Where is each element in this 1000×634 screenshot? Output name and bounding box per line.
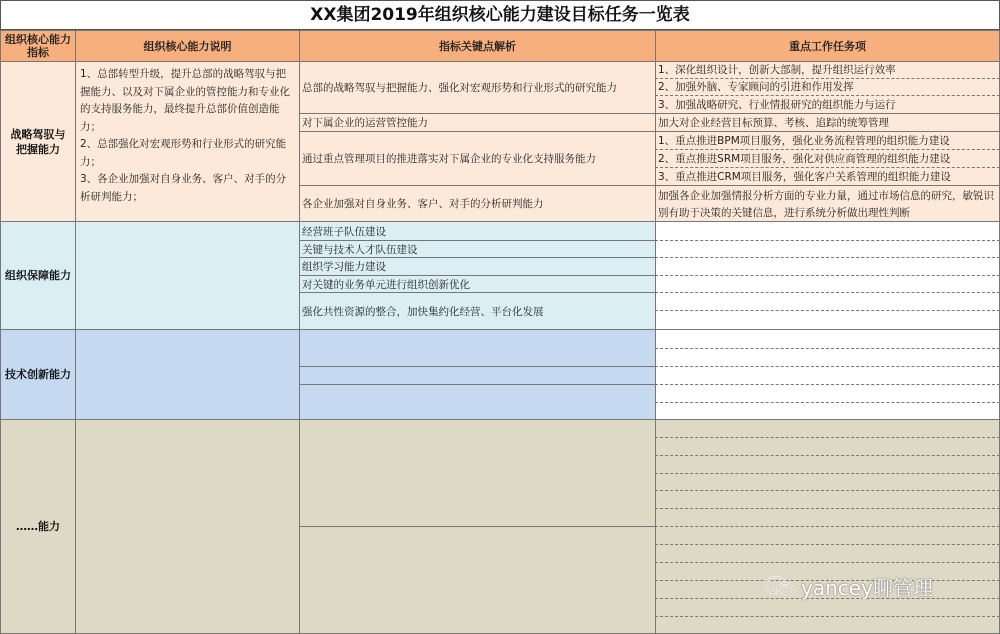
keypoint-row: 各企业加强对自身业务、客户、对手的分析研判能力 [302,198,544,210]
category-other: ……能力 [0,419,76,634]
strategic-description-cell [75,61,300,222]
task-row: 加大对企业经营目标预算、考核、追踪的统筹管理 [658,117,889,129]
task-row: 加强各企业加强情报分析方面的专业力量，通过市场信息的研究，敏锐识别有助于决策的关键信息，进行系统分析做出理性判断 [658,190,994,219]
header-keypoints: 指标关键点解析 [299,30,656,62]
keypoint-row: 强化共性资源的整合，加快集约化经营、平台化发展 [302,306,544,318]
header-description: 组织核心能力说明 [75,30,300,62]
keypoint-row: 对下属企业的运营管控能力 [302,117,428,129]
description-line: 2、总部强化对宏观形势和行业形式的研究能力； [80,138,287,168]
header-indicator: 组织核心能力指标 [0,30,76,62]
keypoint-row: 关键与技术人才队伍建设 [302,244,418,256]
category-organization: 组织保障能力 [0,221,76,330]
keypoint-row: 经营班子队伍建设 [302,226,386,238]
keypoint-row: 通过重点管理项目的推进落实对下属企业的专业化支持服务能力 [302,153,596,165]
other-description-cell [75,419,300,634]
watermark-text: yancey聊管理 [801,576,933,600]
watermark [765,572,933,601]
technology-description-cell [75,329,300,420]
category-technology: 技术创新能力 [0,329,76,420]
technology-points-cell [299,329,656,420]
task-row: 3、重点推进CRM项目服务，强化客户关系管理的组织能力建设 [658,171,951,183]
keypoint-row: 组织学习能力建设 [302,261,386,273]
page-title: XX集团2019年组织核心能力建设目标任务一览表 [0,0,1000,30]
description-line: 1、总部转型升级，提升总部的战略驾驭与把握能力、以及对下属企业的管控能力和专业化的支持服务能力，最终提升总部价值创造能力； [80,68,290,133]
keypoint-row: 对关键的业务单元进行组织创新优化 [302,279,470,291]
category-strategic: 战略驾驭与把握能力 [0,61,76,222]
task-row: 2、重点推进SRM项目服务，强化对供应商管理的组织能力建设 [658,153,951,165]
task-row: 1、深化组织设计，创新大部制，提升组织运行效率 [658,64,896,76]
wechat-icon [765,575,795,599]
strategic-description [76,62,299,206]
organization-description-cell [75,221,300,330]
header-tasks: 重点工作任务项 [655,30,1000,62]
technology-tasks-cell [655,329,1000,420]
keypoint-row: 总部的战略驾驭与把握能力、强化对宏观形势和行业形式的研究能力 [302,82,617,94]
description-line: 3、各企业加强对自身业务、客户、对手的分析研判能力； [80,173,287,203]
task-row: 2、加强外脑、专家顾问的引进和作用发挥 [658,81,854,93]
task-row: 1、重点推进BPM项目服务，强化业务流程管理的组织能力建设 [658,135,950,147]
task-row: 3、加强战略研究、行业情报研究的组织能力与运行 [658,99,896,111]
